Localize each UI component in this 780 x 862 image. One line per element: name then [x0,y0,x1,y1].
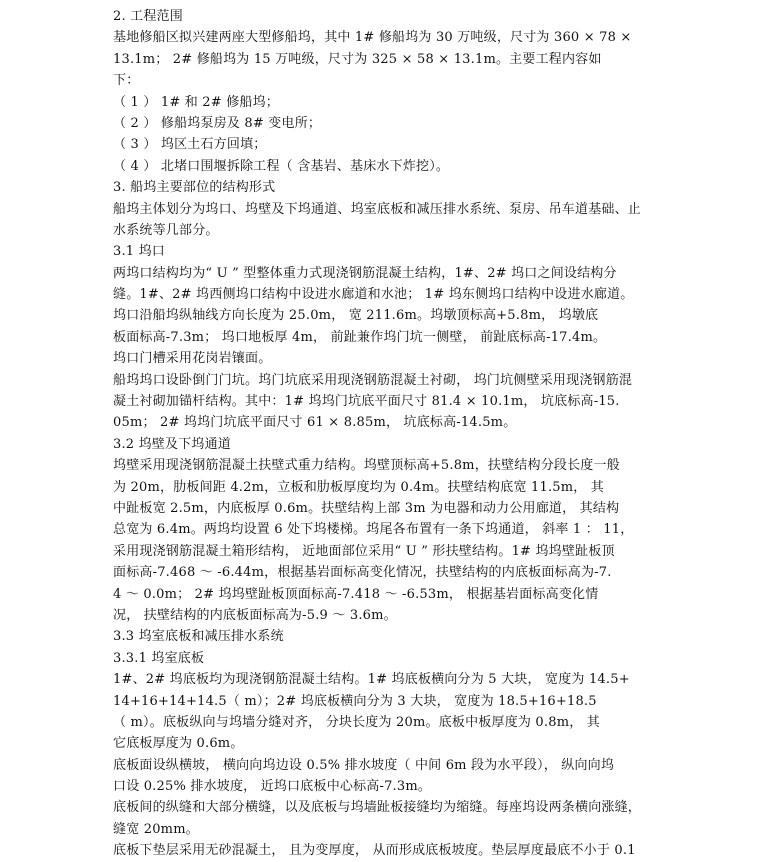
list-item: （ 2 ） 修船坞泵房及 8# 变电所； [113,115,322,131]
paragraph-line: 缝。1#、2# 坞西侧坞口结构中设进水廊道和水池； 1# 坞东侧坞口结构中设进水廊道。 [113,287,634,303]
paragraph-line: 坞口门槽采用花岗岩镶面。 [113,351,272,367]
paragraph-line: 1#、2# 坞底板均为现浇钢筋混凝土结构。1# 坞底板横向分为 5 大块， 宽度为 14.5+ [113,672,630,688]
paragraph-line: 总宽为 6.4m。两坞均设置 6 处下坞楼梯。坞尾各布置有一条下坞通道， 斜率 1 ： 11， [113,522,634,538]
paragraph-line: 缝宽 20mm。 [113,821,199,837]
paragraph-line: 基地修船区拟兴建两座大型修船坞，其中 1# 修船坞为 30 万吨级，尺寸为 360 × 78 × [113,30,632,46]
paragraph-line: 船坞主体划分为坞口、坞壁及下坞通道、坞室底板和减压排水系统、泵房、吊车道基础、止 [113,201,642,217]
paragraph-line: 板面标高-7.3m； 坞口地板厚 4m， 前趾兼作坞门坑一侧壁， 前趾底标高-17.4m。 [113,329,607,345]
paragraph-line: 底板面设纵横坡， 横向向坞边设 0.5% 排水坡度（ 中间 6m 段为水平段）， 纵向向坞 [113,757,615,773]
paragraph-line: 两坞口结构均为“ U ” 型整体重力式现浇钢筋混凝土结构，1#、2# 坞口之间设结构分 [113,265,617,281]
section-heading-dock-wall: 3.2 坞壁及下坞通道 [113,436,232,452]
paragraph-line: 中趾板宽 2.5m，内底板厚 0.6m。扶壁结构上部 3m 为电器和动力公用廊道， 其结构 [113,500,620,516]
document-page [113,6,669,862]
paragraph-line: 凝土衬砌加锚杆结构。其中：1# 坞坞门坑底平面尺寸 81.4 × 10.1m， 坑底标高-15. [113,394,620,410]
list-item: （ 4 ） 北堵口围堰拆除工程（ 含基岩、基床水下炸挖）。 [113,158,450,174]
subsection-heading-floor: 3.3.1 坞室底板 [113,650,205,666]
section-heading-dock-entrance: 3.1 坞口 [113,244,166,260]
section-heading-structure: 3. 船坞主要部位的结构形式 [113,180,276,196]
paragraph-line: 面标高-7.468 ～ -6.44m，根据基岩面标高变化情况，扶壁结构的内底板面标高为-7. [113,565,612,581]
paragraph-line: 底板间的纵缝和大部分横缝，以及底板与坞墙趾板接缝均为缩缝。每座坞设两条横向涨缝， [113,800,642,816]
paragraph-line: 它底板厚度为 0.6m。 [113,736,244,752]
list-item: （ 1 ） 1# 和 2# 修船坞； [113,94,279,110]
section-heading-scope: 2. 工程范围 [113,9,183,24]
paragraph-line: 下： [113,73,140,89]
list-item: （ 3 ） 坞区土石方回填； [113,137,267,153]
paragraph-line: 05m； 2# 坞坞门坑底平面尺寸 61 × 8.85m， 坑底标高-14.5m。 [113,415,517,431]
paragraph-line: 底板下垫层采用无砂混凝土， 且为变厚度， 从而形成底板坡度。垫层厚度最底不小于 0.1 [113,843,636,859]
paragraph-line: 坞口沿船坞纵轴线方向长度为 25.0m， 宽 211.6m。坞墩顶标高+5.8m， 坞墩底 [113,308,599,324]
section-heading-floor-drainage: 3.3 坞室底板和减压排水系统 [113,629,284,645]
paragraph-line: 口设 0.25% 排水坡度， 近坞口底板中心标高-7.3m。 [113,779,432,795]
paragraph-line: 4 ～ 0.0m； 2# 坞坞壁趾板顶面标高-7.418 ～ -6.53m， 根据基岩面标高变化情 [113,586,599,602]
paragraph-line: 为 20m，肋板间距 4.2m，立板和肋板厚度均为 0.4m。扶壁结构底宽 11.5m， 其 [113,479,605,495]
paragraph-line: 采用现浇钢筋混凝土箱形结构， 近地面部位采用“ U ” 形扶壁结构。1# 坞坞壁趾板顶 [113,543,615,559]
paragraph-line: 13.1m； 2# 修船坞为 15 万吨级，尺寸为 325 × 58 × 13.1m。主要工程内容如 [113,51,602,67]
paragraph-line: 14+16+14+14.5（ m）；2# 坞底板横向分为 3 大块， 宽度为 18.5+16+18.5 [113,693,597,709]
paragraph-line: 坞壁采用现浇钢筋混凝土扶壁式重力结构。坞壁顶标高+5.8m，扶壁结构分段长度一般 [113,458,620,474]
paragraph-line: 况， 扶壁结构的内底板面标高为-5.9 ～ 3.6m。 [113,607,397,623]
paragraph-line: 水系统等几部分。 [113,222,219,238]
paragraph-line: （ m）。底板纵向与坞墙分缝对齐， 分块长度为 20m。底板中板厚度为 0.8m， 其 [113,714,600,730]
paragraph-line: 船坞坞口设卧倒门门坑。坞门坑底采用现浇钢筋混凝土衬砌， 坞门坑侧壁采用现浇钢筋混 [113,372,633,388]
